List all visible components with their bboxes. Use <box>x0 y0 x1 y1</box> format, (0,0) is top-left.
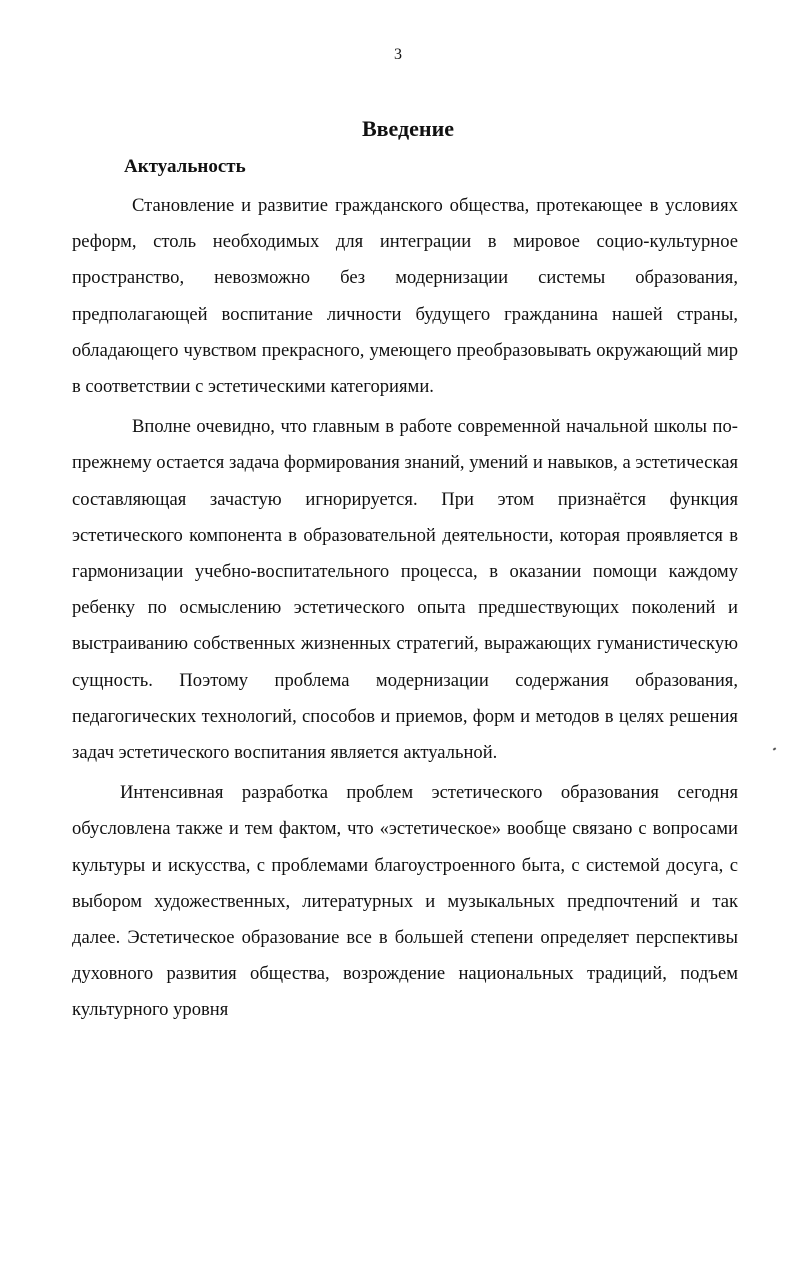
body-text <box>72 188 738 1029</box>
section-title: Введение <box>361 116 455 141</box>
paragraph-2: Вполне очевидно, что главным в работе современной начальной школы по-прежнему остается задача формирования знаний, умений и навыков, а эстетическая составляющая зачастую игнорируется. При этом признаётся функция эстетического компонента в образовательной деятельности, которая проявляется в гармонизации учебно-воспитательного процесса, в оказании помощи каждому ребенку по осмыслению эстетического опыта предшествующих поколений и выстраиванию собственных жизненных стратегий, выражающих гуманистическую сущность. Поэтому проблема модернизации содержания образования, педагогических технологий, способов и приемов, форм и методов в целях решения задач эстетического воспитания является актуальной. <box>72 416 738 764</box>
section-subtitle: Актуальность <box>124 156 246 177</box>
page-number: 3 <box>394 46 402 63</box>
paragraph-3: Интенсивная разработка проблем эстетического образования сегодня обусловлена также и тем фактом, что «эстетическое» вообще связано с вопросами культуры и искусства, с проблемами благоустроенного быта, с системой досуга, с выбором художественных, литературных и музыкальных предпочтений и так далее. Эстетическое образование все в большей степени определяет перспективы духовного развития общества, возрождение национальных традиций, подъем культурного уровня <box>72 782 738 1021</box>
scan-speck <box>773 747 777 750</box>
paragraph-1: Становление и развитие гражданского общества, протекающее в условиях реформ, столь необходимых для интеграции в мировое социо-культурное пространство, невозможно без модернизации системы образования, предполагающей воспитание личности будущего гражданина нашей страны, обладающего чувством прекрасного, умеющего преобразовывать окружающий мир в соответствии с эстетическими категориями. <box>72 195 738 398</box>
